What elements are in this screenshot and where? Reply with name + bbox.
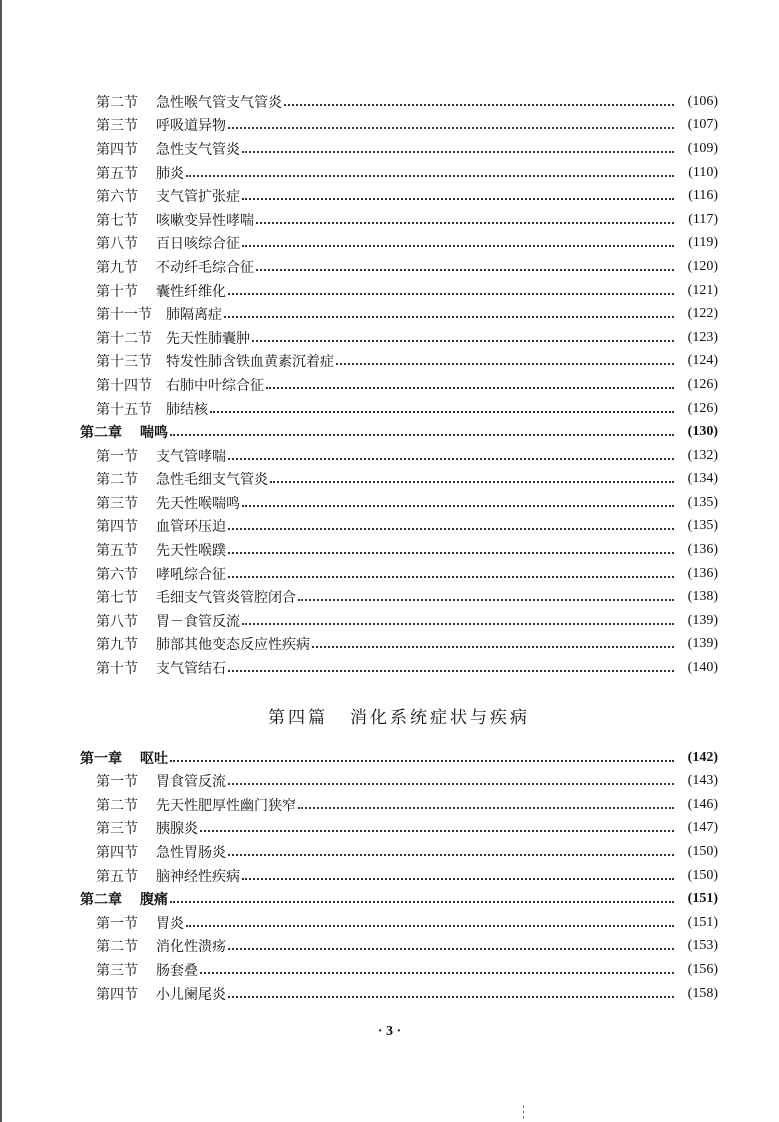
toc-section-entry[interactable] — [80, 90, 718, 114]
dot-leader — [228, 552, 674, 554]
toc-entry-number: 第六节 — [96, 189, 138, 206]
toc-entry-title: 急性支气管炎 — [156, 141, 240, 158]
toc-entry-title: 囊性纤维化 — [156, 283, 226, 300]
dot-leader — [228, 783, 674, 785]
dot-leader — [170, 901, 674, 903]
dot-leader — [228, 670, 674, 672]
toc-entry-number: 第二节 — [96, 94, 138, 111]
toc-entry-title: 先天性肺囊肿 — [166, 330, 250, 347]
dot-leader — [266, 387, 674, 389]
toc-entry-page: (126) — [687, 400, 718, 416]
toc-entry-page: (130) — [687, 424, 718, 440]
toc-entry-title: 肺结核 — [166, 401, 208, 418]
toc-entry-page: (136) — [687, 542, 718, 558]
toc-entry-page: (116) — [688, 188, 718, 204]
toc-entry-page: (121) — [687, 282, 718, 298]
dot-leader — [228, 576, 674, 578]
toc-entry-page: (147) — [687, 820, 718, 836]
toc-section-entry[interactable] — [80, 515, 718, 539]
toc-entry-page: (136) — [687, 565, 718, 581]
toc-section-entry[interactable] — [80, 793, 718, 817]
toc-entry-number: 第四节 — [96, 519, 138, 536]
toc-entry-title: 先天性喉喘鸣 — [156, 495, 240, 512]
toc-entry-page: (117) — [688, 211, 718, 227]
toc-section-entry[interactable] — [80, 491, 718, 515]
toc-entry-number: 第十五节 — [96, 401, 152, 418]
dot-leader — [228, 528, 674, 530]
toc-entry-title: 胰腺炎 — [156, 821, 198, 838]
toc-part-digestive — [80, 746, 718, 1006]
toc-entry-title: 腹痛 — [140, 892, 168, 909]
toc-entry-title: 胃炎 — [156, 915, 184, 932]
toc-entry-page: (153) — [687, 938, 718, 954]
dot-leader — [336, 363, 674, 365]
toc-entry-page: (151) — [687, 914, 718, 930]
toc-entry-number: 第九节 — [96, 259, 138, 276]
toc-entry-number: 第二章 — [80, 892, 122, 909]
toc-section-entry[interactable] — [80, 633, 718, 657]
dot-leader — [228, 293, 674, 295]
toc-entry-page: (106) — [687, 93, 718, 109]
dot-leader — [242, 505, 674, 507]
dot-leader — [200, 830, 674, 832]
toc-section-entry[interactable] — [80, 769, 718, 793]
toc-chapter-entry[interactable] — [80, 420, 718, 444]
dot-leader — [228, 854, 674, 856]
toc-entry-number: 第十四节 — [96, 377, 152, 394]
toc-entry-number: 第一章 — [80, 750, 122, 767]
toc-entry-page: (120) — [687, 258, 718, 274]
toc-entry-number: 第一节 — [96, 448, 138, 465]
toc-section-entry[interactable] — [80, 350, 718, 374]
toc-entry-page: (150) — [687, 844, 718, 860]
scan-artifact-mark — [523, 1105, 525, 1119]
toc-entry-number: 第三节 — [96, 118, 138, 135]
toc-section-entry[interactable] — [80, 911, 718, 935]
dot-leader — [270, 481, 674, 483]
toc-entry-title: 肠套叠 — [156, 962, 198, 979]
dot-leader — [228, 996, 674, 998]
toc-entry-page: (138) — [687, 589, 718, 605]
toc-entry-title: 肺炎 — [156, 165, 184, 182]
toc-entry-number: 第二节 — [96, 797, 138, 814]
toc-entry-number: 第十节 — [96, 661, 138, 678]
toc-part-respiratory — [80, 90, 718, 680]
toc-entry-title: 支气管哮喘 — [156, 448, 226, 465]
toc-section-entry[interactable] — [80, 373, 718, 397]
dot-leader — [200, 972, 674, 974]
dot-leader — [284, 104, 674, 106]
toc-section-entry[interactable] — [80, 397, 718, 421]
dot-leader — [242, 878, 674, 880]
toc-entry-title: 急性毛细支气管炎 — [156, 472, 268, 489]
toc-section-entry[interactable] — [80, 114, 718, 138]
page-number: · 3 · — [377, 1024, 402, 1039]
toc-entry-page: (140) — [687, 660, 718, 676]
toc-entry-page: (139) — [687, 636, 718, 652]
toc-entry-page: (156) — [687, 961, 718, 977]
toc-section-entry[interactable] — [80, 982, 718, 1006]
part-heading-title: 消化系统症状与疾病 — [350, 708, 530, 729]
toc-entry-page: (146) — [687, 796, 718, 812]
dot-leader — [228, 948, 674, 950]
toc-section-entry[interactable] — [80, 326, 718, 350]
toc-section-entry[interactable] — [80, 840, 718, 864]
toc-entry-number: 第十三节 — [96, 354, 152, 371]
toc-entry-page: (135) — [687, 494, 718, 510]
toc-entry-number: 第二节 — [96, 939, 138, 956]
toc-entry-number: 第十二节 — [96, 330, 152, 347]
dot-leader — [256, 222, 674, 224]
toc-entry-number: 第十一节 — [96, 307, 152, 324]
toc-entry-number: 第七节 — [96, 590, 138, 607]
toc-section-entry[interactable] — [80, 255, 718, 279]
toc-entry-number: 第六节 — [96, 566, 138, 583]
toc-entry-page: (110) — [688, 164, 718, 180]
toc-section-entry[interactable] — [80, 302, 718, 326]
toc-entry-number: 第二章 — [80, 425, 122, 442]
toc-entry-page: (123) — [687, 329, 718, 345]
toc-entry-number: 第七节 — [96, 212, 138, 229]
toc-entry-title: 肺部其他变态反应性疾病 — [156, 637, 310, 654]
toc-entry-title: 呼吸道异物 — [156, 118, 226, 135]
toc-entry-title: 急性胃肠炎 — [156, 845, 226, 862]
toc-chapter-entry[interactable] — [80, 887, 718, 911]
part-heading-label: 第四篇 — [268, 708, 328, 729]
toc-entry-title: 小儿阑尾炎 — [156, 986, 226, 1003]
toc-entry-number: 第十节 — [96, 283, 138, 300]
toc-entry-page: (109) — [687, 140, 718, 156]
toc-entry-page: (124) — [687, 353, 718, 369]
toc-entry-title: 支气管结石 — [156, 661, 226, 678]
dot-leader — [312, 646, 674, 648]
toc-entry-title: 不动纤毛综合征 — [156, 259, 254, 276]
toc-entry-title: 咳嗽变异性哮喘 — [156, 212, 254, 229]
page-left-border — [0, 0, 2, 1122]
toc-section-entry[interactable] — [80, 864, 718, 888]
toc-entry-number: 第八节 — [96, 236, 138, 253]
table-of-contents — [80, 90, 718, 1005]
toc-entry-title: 胃－食管反流 — [156, 613, 240, 630]
dot-leader — [228, 458, 674, 460]
toc-entry-number: 第四节 — [96, 141, 138, 158]
toc-entry-title: 喘鸣 — [140, 425, 168, 442]
toc-entry-number: 第四节 — [96, 845, 138, 862]
toc-entry-title: 支气管扩张症 — [156, 189, 240, 206]
toc-section-entry[interactable] — [80, 137, 718, 161]
dot-leader — [242, 198, 674, 200]
dot-leader — [170, 760, 674, 762]
toc-entry-number: 第三节 — [96, 962, 138, 979]
toc-section-entry[interactable] — [80, 585, 718, 609]
dot-leader — [298, 807, 674, 809]
toc-section-entry[interactable] — [80, 208, 718, 232]
dot-leader — [228, 127, 674, 129]
toc-section-entry[interactable] — [80, 444, 718, 468]
toc-entry-title: 肺隔离症 — [166, 307, 222, 324]
toc-entry-title: 呕吐 — [140, 750, 168, 767]
toc-section-entry[interactable] — [80, 609, 718, 633]
dot-leader — [186, 925, 674, 927]
toc-entry-page: (151) — [687, 891, 718, 907]
dot-leader — [298, 599, 674, 601]
toc-entry-number: 第三节 — [96, 821, 138, 838]
toc-entry-title: 胃食管反流 — [156, 774, 226, 791]
toc-entry-title: 脑神经性疾病 — [156, 868, 240, 885]
toc-entry-title: 哮吼综合征 — [156, 566, 226, 583]
toc-section-entry[interactable] — [80, 935, 718, 959]
toc-entry-number: 第五节 — [96, 165, 138, 182]
toc-entry-number: 第四节 — [96, 986, 138, 1003]
toc-entry-number: 第二节 — [96, 472, 138, 489]
toc-entry-page: (107) — [687, 117, 718, 133]
toc-section-entry[interactable] — [80, 538, 718, 562]
dot-leader — [170, 434, 674, 436]
toc-entry-title: 先天性喉蹼 — [156, 543, 226, 560]
toc-entry-page: (139) — [687, 612, 718, 628]
toc-entry-number: 第九节 — [96, 637, 138, 654]
toc-entry-page: (126) — [687, 376, 718, 392]
toc-entry-title: 毛细支气管炎管腔闭合 — [156, 590, 296, 607]
toc-entry-page: (119) — [688, 235, 718, 251]
part-heading — [80, 680, 718, 746]
toc-section-entry[interactable] — [80, 958, 718, 982]
toc-entry-page: (158) — [687, 985, 718, 1001]
dot-leader — [256, 269, 674, 271]
toc-entry-page: (135) — [687, 518, 718, 534]
toc-chapter-entry[interactable] — [80, 746, 718, 770]
toc-section-entry[interactable] — [80, 161, 718, 185]
toc-entry-title: 右肺中叶综合征 — [166, 377, 264, 394]
toc-entry-number: 第八节 — [96, 613, 138, 630]
toc-section-entry[interactable] — [80, 232, 718, 256]
dot-leader — [242, 245, 674, 247]
toc-section-entry[interactable] — [80, 656, 718, 680]
toc-entry-page: (122) — [687, 306, 718, 322]
toc-entry-number: 第一节 — [96, 774, 138, 791]
toc-entry-number: 第三节 — [96, 495, 138, 512]
toc-entry-page: (143) — [687, 773, 718, 789]
toc-entry-title: 消化性溃疡 — [156, 939, 226, 956]
toc-entry-title: 血管环压迫 — [156, 519, 226, 536]
toc-section-entry[interactable] — [80, 468, 718, 492]
toc-section-entry[interactable] — [80, 184, 718, 208]
dot-leader — [210, 411, 674, 413]
dot-leader — [242, 151, 674, 153]
toc-entry-title: 急性喉气管支气管炎 — [156, 94, 282, 111]
toc-section-entry[interactable] — [80, 562, 718, 586]
toc-section-entry[interactable] — [80, 817, 718, 841]
toc-entry-page: (132) — [687, 447, 718, 463]
dot-leader — [242, 623, 674, 625]
toc-entry-number: 第五节 — [96, 868, 138, 885]
toc-entry-title: 百日咳综合征 — [156, 236, 240, 253]
dot-leader — [224, 316, 674, 318]
toc-section-entry[interactable] — [80, 279, 718, 303]
toc-entry-page: (142) — [687, 749, 718, 765]
toc-entry-number: 第五节 — [96, 543, 138, 560]
toc-entry-title: 特发性肺含铁血黄素沉着症 — [166, 354, 334, 371]
dot-leader — [252, 340, 674, 342]
toc-entry-number: 第一节 — [96, 915, 138, 932]
dot-leader — [186, 175, 674, 177]
toc-entry-page: (134) — [687, 471, 718, 487]
toc-entry-page: (150) — [687, 867, 718, 883]
toc-entry-title: 先天性肥厚性幽门狭窄 — [156, 797, 296, 814]
